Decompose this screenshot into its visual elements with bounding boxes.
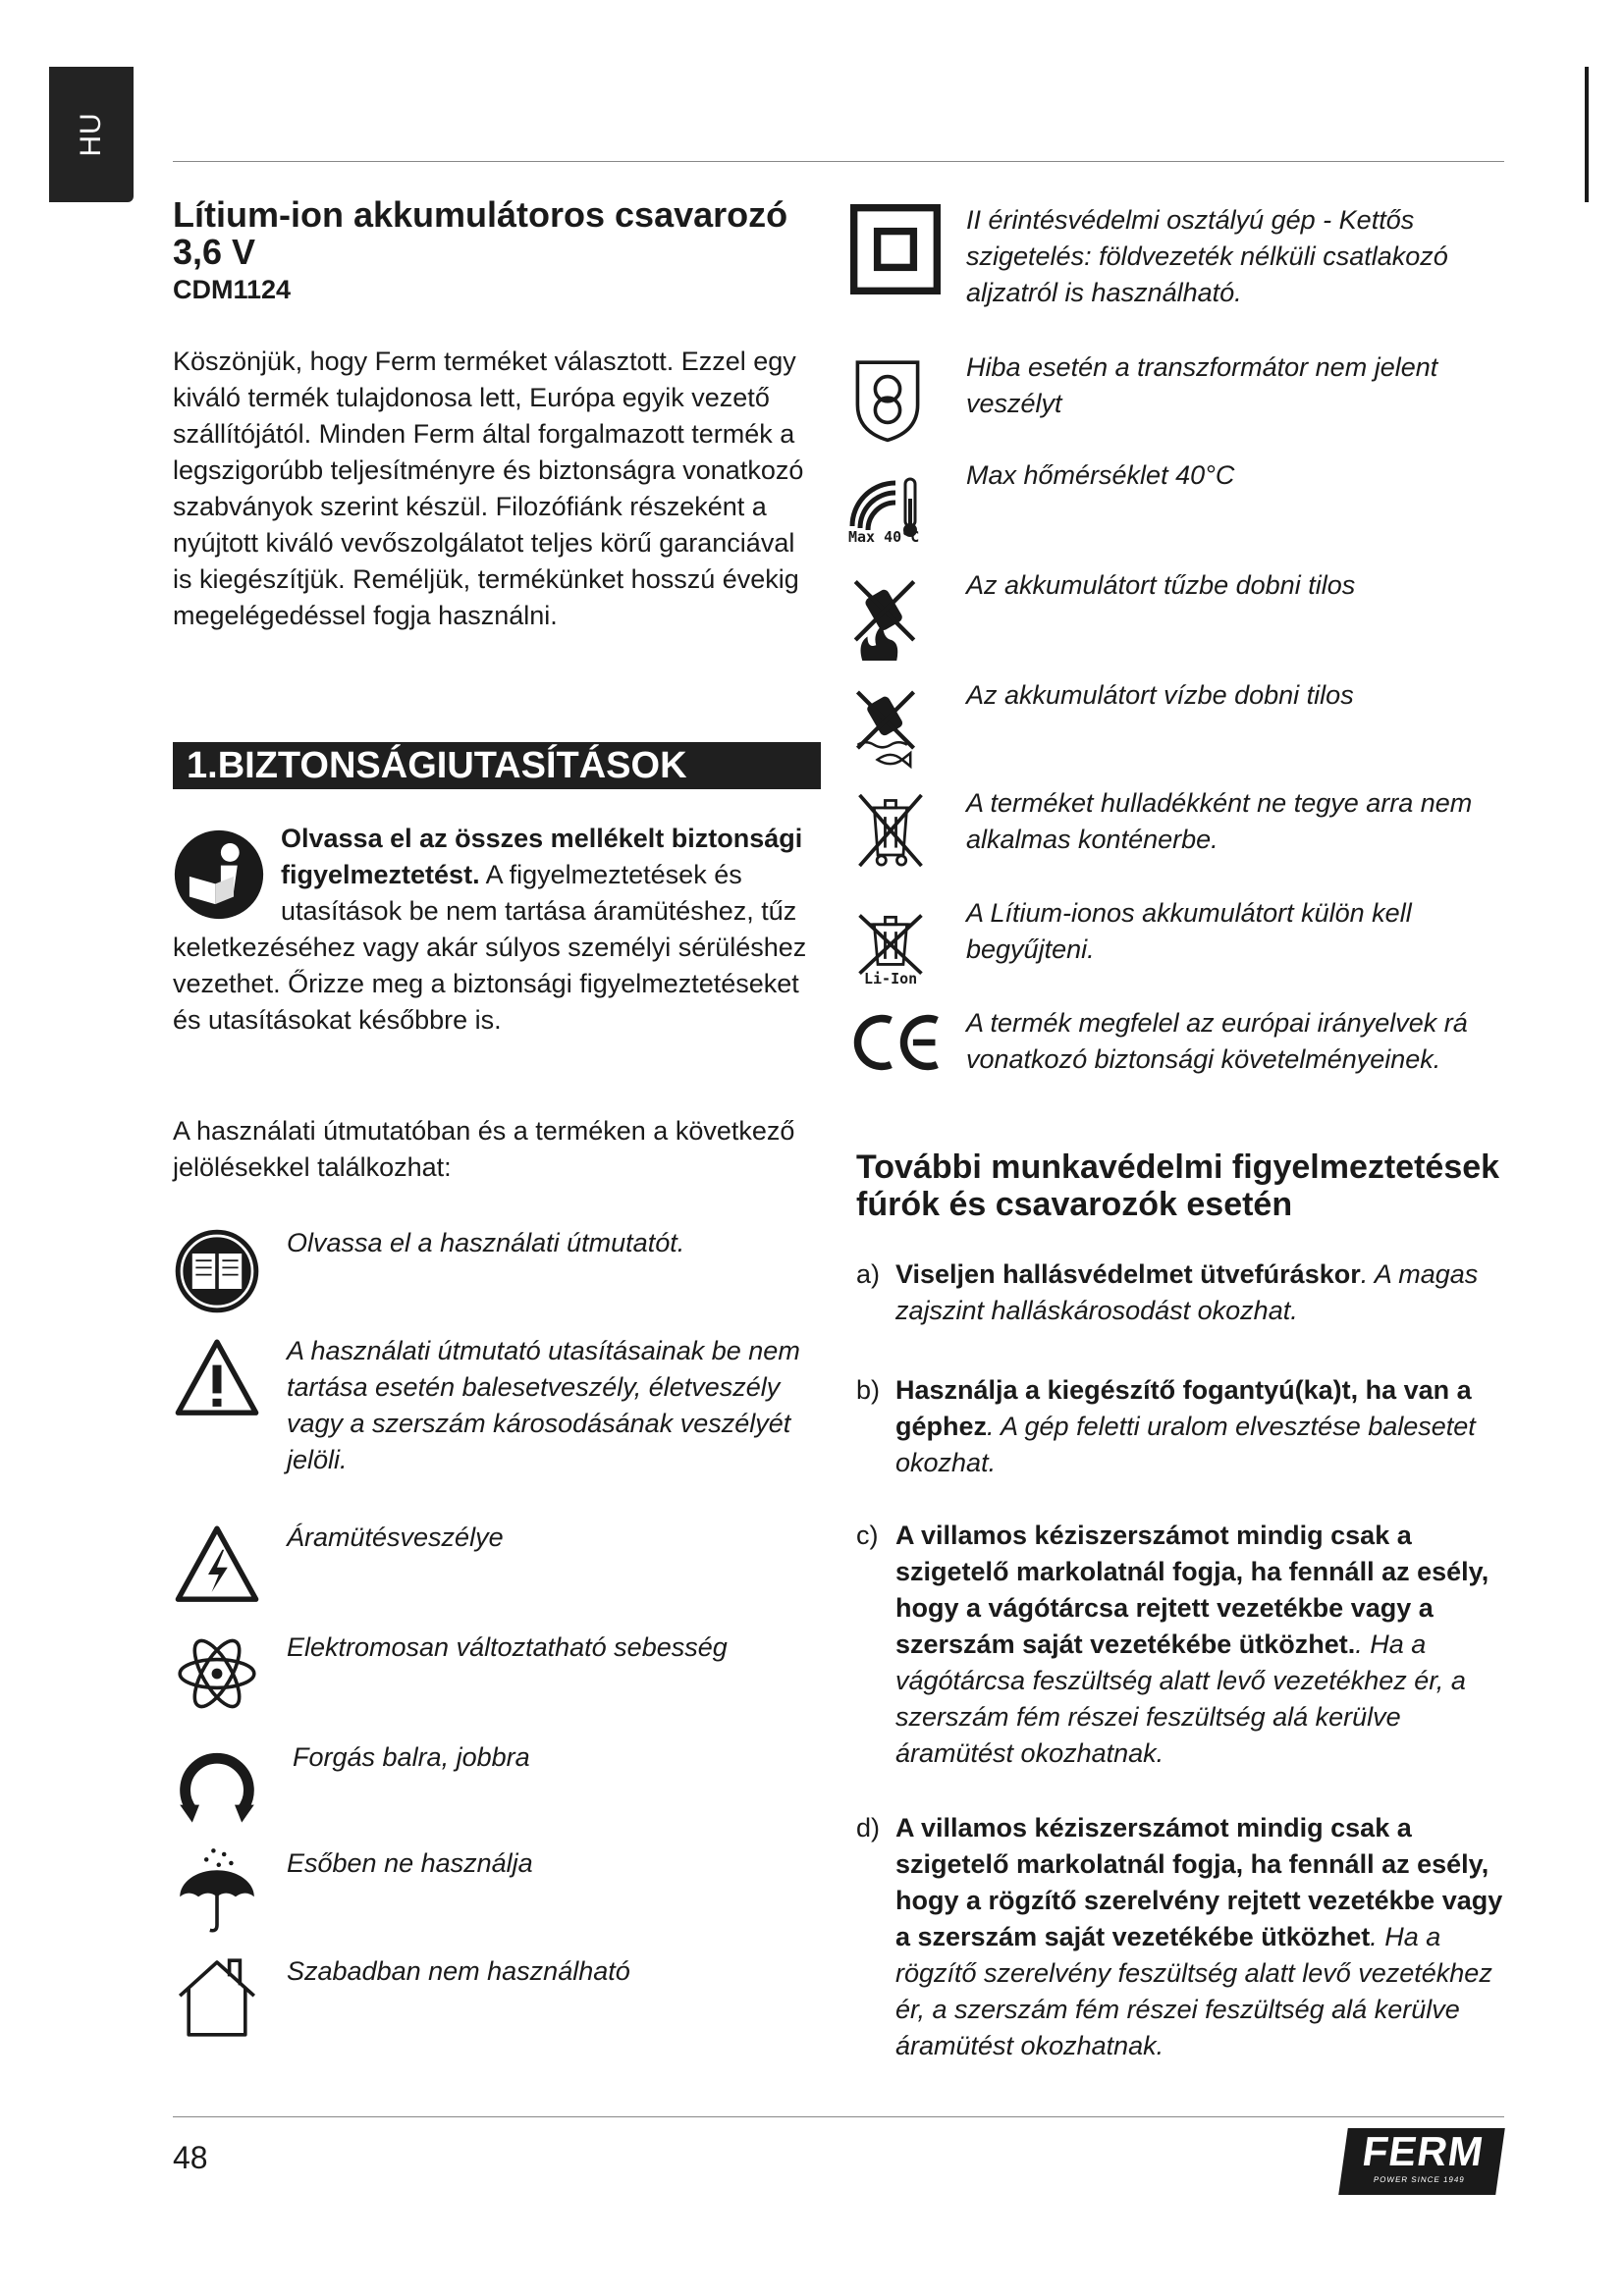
warning-text: A figyelmeztetések és utasítások be nem tartása áramütéshez, tűz keletkezéséhez vagy akár súlyos személyi sérüléshez vezethet. Őrizze meg a biztonsági figyelmeztetéseket és utasításokat későbbre is. xyxy=(173,860,807,1035)
symbol-text: A Lítium-ionos akkumulátort külön kell begyűjteni. xyxy=(966,898,1412,964)
item-text: . Ha a vágótárcsa feszültség alatt levő vezetékhez ér, a szerszám fém részei feszültség alá kerülve áramütést okozhatnak. xyxy=(895,1629,1466,1768)
no-fire-battery-icon xyxy=(850,575,919,664)
bottom-rule xyxy=(173,2116,1504,2117)
item-text: . A gép feletti uralom elvesztése balesetet okozhat. xyxy=(895,1412,1476,1477)
symbol-text: II érintésvédelmi osztályú gép - Kettős szigetelés: földvezeték nélküli csatlakozó aljzatról is használható. xyxy=(966,205,1448,307)
warning-triangle-icon xyxy=(173,1335,261,1423)
symbol-text: Az akkumulátort tűzbe dobni tilos xyxy=(966,570,1356,600)
subheading: További munkavédelmi figyelmeztetések fúrók és csavarozók esetén xyxy=(856,1148,1500,1223)
electric-shock-icon xyxy=(173,1522,261,1610)
page-number: 48 xyxy=(173,2140,208,2175)
item-bold: A villamos kéziszerszámot mindig csak a szigetelő markolatnál fogja, ha fennáll az esély, hogy a vágótárcsa rejtett vezetékbe vagy a szerszám saját vezetékébe ütközhet. xyxy=(895,1521,1489,1659)
list-marker: a) xyxy=(856,1259,881,1289)
symbol-text: Forgás balra, jobbra xyxy=(293,1742,530,1772)
intro-paragraph: Köszönjük, hogy Ferm terméket választott. Ezzel egy kiváló termék tulajdonosa lett, Európa egyik vezető szállítójától. Minden Ferm által forgalmazott termék a legszigorúbb teljesítményre és biztonságra vonatkozó szabványok szerint készül. Filozófiánk részeként a nyújtott kiváló vevőszolgálatot teljes körű garanciával is kiegészítjük. Reméljük, termékünket hosszú évekig megelégedéssel fogja használni. xyxy=(173,347,804,630)
symbol-text: A terméket hulladékként ne tegye arra nem alkalmas konténerbe. xyxy=(966,788,1473,854)
read-manual-circle-icon xyxy=(173,828,265,921)
max-temperature-label: Max 40°C xyxy=(848,528,920,546)
language-code: HU xyxy=(75,112,107,157)
double-insulation-icon xyxy=(850,204,941,294)
ce-mark-icon xyxy=(850,1011,943,1074)
symbol-text: Szabadban nem használható xyxy=(287,1956,630,1986)
symbol-text: Esőben ne használja xyxy=(287,1848,533,1878)
symbol-text: A használati útmutató utasításainak be nem tartása esetén balesetveszély, életveszély vagy a szerszám károsodásának veszélyét jelöli. xyxy=(287,1336,800,1474)
top-rule xyxy=(173,161,1504,162)
section-heading: 1.BIZTONSÁGIUTASÍTÁSOK xyxy=(173,742,821,789)
no-water-battery-icon xyxy=(850,687,921,770)
item-bold: A villamos kéziszerszámot mindig csak a szigetelő markolatnál fogja, ha fennáll az esély, hogy a rögzítő szerelvény rejtett vezetékbe vagy a szerszám saját vezetékébe ütközhet xyxy=(895,1813,1503,1951)
symbol-text: Hiba esetén a transzformátor nem jelent veszélyt xyxy=(966,352,1438,418)
symbol-text: Elektromosan változtatható sebesség xyxy=(287,1632,728,1662)
list-marker: c) xyxy=(856,1521,879,1550)
symbol-text: Az akkumulátort vízbe dobni tilos xyxy=(966,680,1354,710)
symbol-text: Olvassa el a használati útmutatót. xyxy=(287,1228,685,1257)
safety-transformer-icon xyxy=(850,355,925,444)
list-item xyxy=(856,1518,1516,1772)
language-tab xyxy=(49,67,134,202)
list-marker: b) xyxy=(856,1375,881,1405)
list-item xyxy=(856,1372,1516,1481)
symbol-text: Áramütésveszélye xyxy=(287,1522,504,1552)
item-text: . A magas zajszint halláskárosodást okozhat. xyxy=(895,1259,1479,1325)
house-icon xyxy=(173,1953,261,2042)
item-text: . Ha a rögzítő szerelvény feszültség alatt levő vezetékhez ér, a szerszám fém részei feszültség alá kerülve áramütést okozhatnak. xyxy=(895,1922,1492,2060)
item-bold: Használja a kiegészítő fogantyú(ka)t, ha van a géphez xyxy=(895,1375,1472,1441)
umbrella-rain-icon xyxy=(173,1845,261,1934)
max-temperature-icon xyxy=(846,461,925,550)
list-item xyxy=(856,1256,1516,1329)
rotation-icon xyxy=(173,1739,261,1828)
list-item xyxy=(856,1810,1516,2064)
list-marker: d) xyxy=(856,1813,881,1842)
atom-icon xyxy=(173,1629,261,1718)
symbol-text: A termék megfelel az európai irányelvek rá vonatkozó biztonsági követelményeinek. xyxy=(966,1008,1468,1074)
ferm-logo xyxy=(1338,2128,1505,2195)
crossed-bin-icon xyxy=(854,791,927,870)
item-bold: Viseljen hallásvédelmet ütvefúráskor xyxy=(895,1259,1361,1289)
manual-book-icon xyxy=(173,1227,261,1315)
symbol-text: Max hőmérséklet 40°C xyxy=(966,460,1235,490)
model-number: CDM1124 xyxy=(173,275,292,304)
logo-tagline: POWER SINCE 1949 xyxy=(1373,2175,1466,2184)
logo-wordmark: FERM xyxy=(1359,2128,1488,2174)
product-title: Lítium-ion akkumulátoros csavarozó 3,6 V xyxy=(173,194,788,272)
edge-marker xyxy=(1585,67,1589,202)
read-warnings-block xyxy=(173,821,821,1039)
warning-bold-text: Olvassa el az összes mellékelt biztonsági figyelmeztetést. xyxy=(281,824,803,889)
li-ion-label: Li-Ion xyxy=(864,970,918,988)
crossed-bin-li-ion-icon xyxy=(854,901,927,989)
legend-intro: A használati útmutatóban és a terméken a következő jelölésekkel találkozhat: xyxy=(173,1116,795,1182)
